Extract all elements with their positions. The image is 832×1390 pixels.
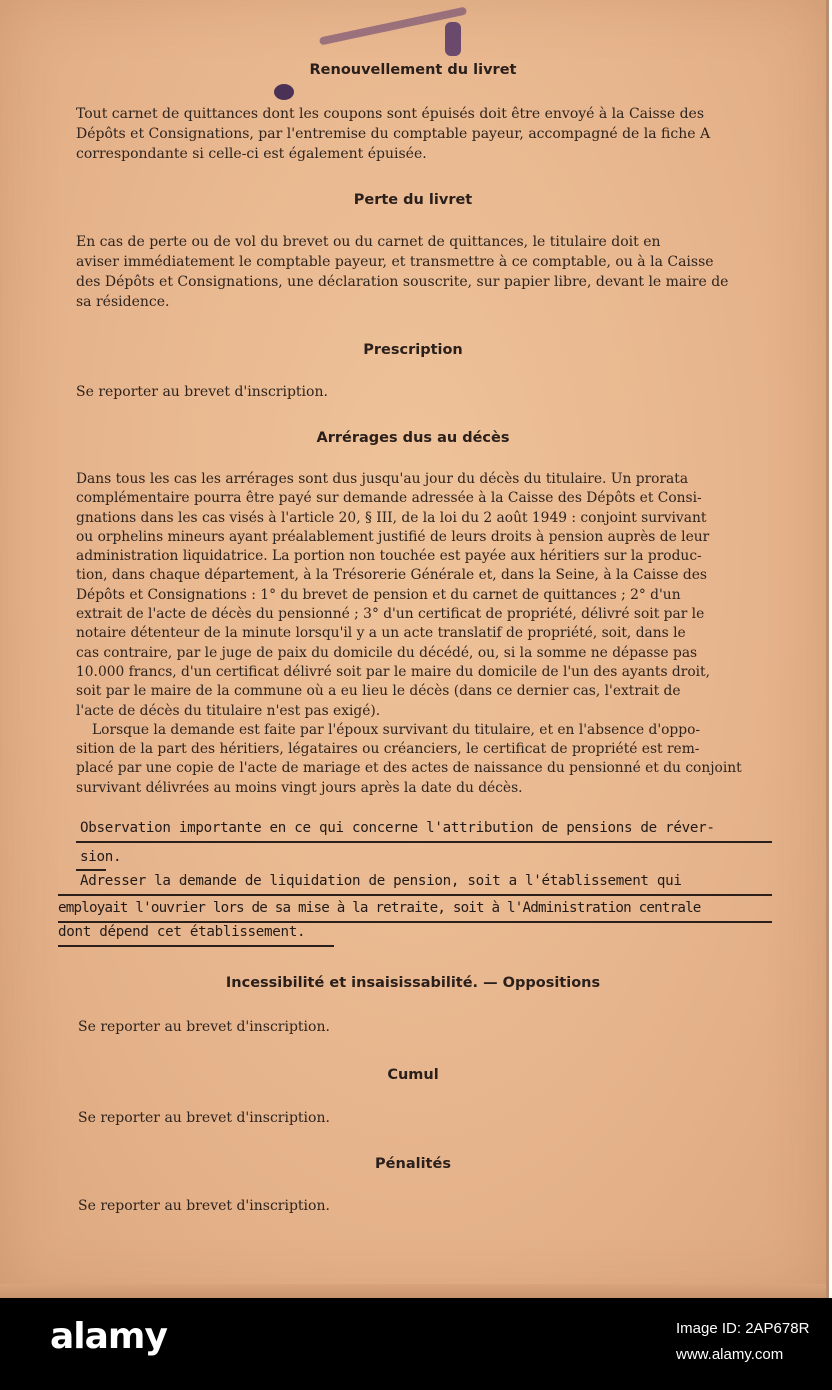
text-line: extrait de l'acte de décès du pensionné ; 3° d'un certificat de propriété, délivré soit par le: [76, 606, 705, 623]
text-line: Dans tous les cas les arrérages sont dus jusqu'au jour du décès du titulaire. Un prorata: [76, 471, 689, 487]
heading-prescription: Prescription: [363, 342, 463, 358]
para-arrerages: [76, 470, 772, 798]
text-line: l'acte de décès du titulaire n'est pas exigé).: [76, 702, 381, 719]
paper-edge: [0, 1284, 826, 1298]
para-cumul: Se reporter au brevet d'inscription.: [78, 1110, 330, 1126]
para-prescription: Se reporter au brevet d'inscription.: [76, 384, 328, 400]
text-line: correspondante si celle-ci est également épuisée.: [76, 146, 427, 162]
text-line: administration liquidatrice. La portion non touchée est payée aux héritiers sur la produc-: [76, 548, 702, 565]
text-line: Dépôts et Consignations : 1° du brevet de pension et du carnet de quittances ; 2° d'un: [76, 586, 681, 603]
heading-cumul: Cumul: [387, 1067, 439, 1083]
image-id-label: Image ID: 2AP678R: [676, 1320, 810, 1337]
underline-rule: [58, 945, 334, 947]
text-line: Tout carnet de quittances dont les coupons sont épuisés doit être envoyé à la Caisse des: [76, 106, 705, 122]
text-line: soit par le maire de la commune où a eu lieu le décès (dans ce dernier cas, l'extrait de: [76, 683, 681, 700]
para-perte: [76, 232, 772, 312]
instruction-line: dont dépend cet établissement.: [58, 924, 306, 940]
heading-penalites: Pénalités: [375, 1156, 451, 1172]
text-line: cas contraire, par le juge de paix du domicile du décédé, ou, si la somme ne dépasse pas: [76, 644, 698, 661]
text-line: Dépôts et Consignations, par l'entremise du comptable payeur, accompagné de la fiche A: [76, 126, 711, 142]
heading-arrerages: Arrérages dus au décès: [316, 430, 510, 446]
text-line: En cas de perte ou de vol du brevet ou du carnet de quittances, le titulaire doit en: [76, 234, 661, 250]
text-line: aviser immédiatement le comptable payeur, et transmettre à ce comptable, ou à la Caisse: [76, 254, 714, 270]
site-url-label: www.alamy.com: [676, 1346, 784, 1363]
heading-incessibilite: Incessibilité et insaisissabilité. — Oppositions: [225, 975, 601, 991]
text-line: sition de la part des héritiers, légataires ou créanciers, le certificat de propriété est rem-: [76, 741, 700, 758]
underline-rule: [76, 841, 772, 843]
instruction-line: employait l'ouvrier lors de sa mise à la retraite, soit à l'Administration centrale: [58, 900, 701, 916]
instruction-line: Adresser la demande de liquidation de pension, soit a l'établissement qui: [80, 873, 682, 889]
text-line: gnations dans les cas visés à l'article 20, § III, de la loi du 2 août 1949 : conjoint survivant: [76, 509, 707, 526]
ink-blot: [274, 84, 294, 100]
text-line: des Dépôts et Consignations, une déclaration souscrite, sur papier libre, devant le maire de: [76, 274, 729, 290]
text-line: ou orphelins mineurs ayant préalablement justifié de leurs droits à pension auprès de leur: [76, 528, 710, 545]
text-line: 10.000 francs, d'un certificat délivré soit par le maire du domicile de l'un des ayants droit,: [76, 663, 710, 680]
para-incessibilite: Se reporter au brevet d'inscription.: [78, 1019, 330, 1035]
text-line: placé par une copie de l'acte de mariage et des actes de naissance du pensionné et du conjoint: [76, 760, 742, 777]
heading-perte: Perte du livret: [353, 192, 473, 208]
heading-renouvellement: Renouvellement du livret: [309, 62, 517, 78]
ink-stamp-mark: [445, 22, 461, 56]
text-line: complémentaire pourra être payé sur demande adressée à la Caisse des Dépôts et Consi-: [76, 490, 702, 507]
para-renouvellement: [76, 104, 772, 164]
observation-line: sion.: [80, 849, 122, 865]
para-penalites: Se reporter au brevet d'inscription.: [78, 1198, 330, 1214]
text-line: notaire détenteur de la minute lorsqu'il y a un acte translatif de propriété, soit, dans le: [76, 625, 686, 642]
text-line: tion, dans chaque département, à la Trésorerie Générale et, dans la Seine, à la Caisse des: [76, 567, 707, 584]
text-line: Lorsque la demande est faite par l'époux survivant du titulaire, et en l'absence d'oppo-: [92, 721, 701, 738]
observation-line: Observation importante en ce qui concerne l'attribution de pensions de réver-: [80, 820, 715, 836]
alamy-logo: alamy: [50, 1316, 167, 1357]
text-line: survivant délivrées au moins vingt jours après la date du décès.: [76, 779, 523, 796]
text-line: sa résidence.: [76, 294, 170, 310]
